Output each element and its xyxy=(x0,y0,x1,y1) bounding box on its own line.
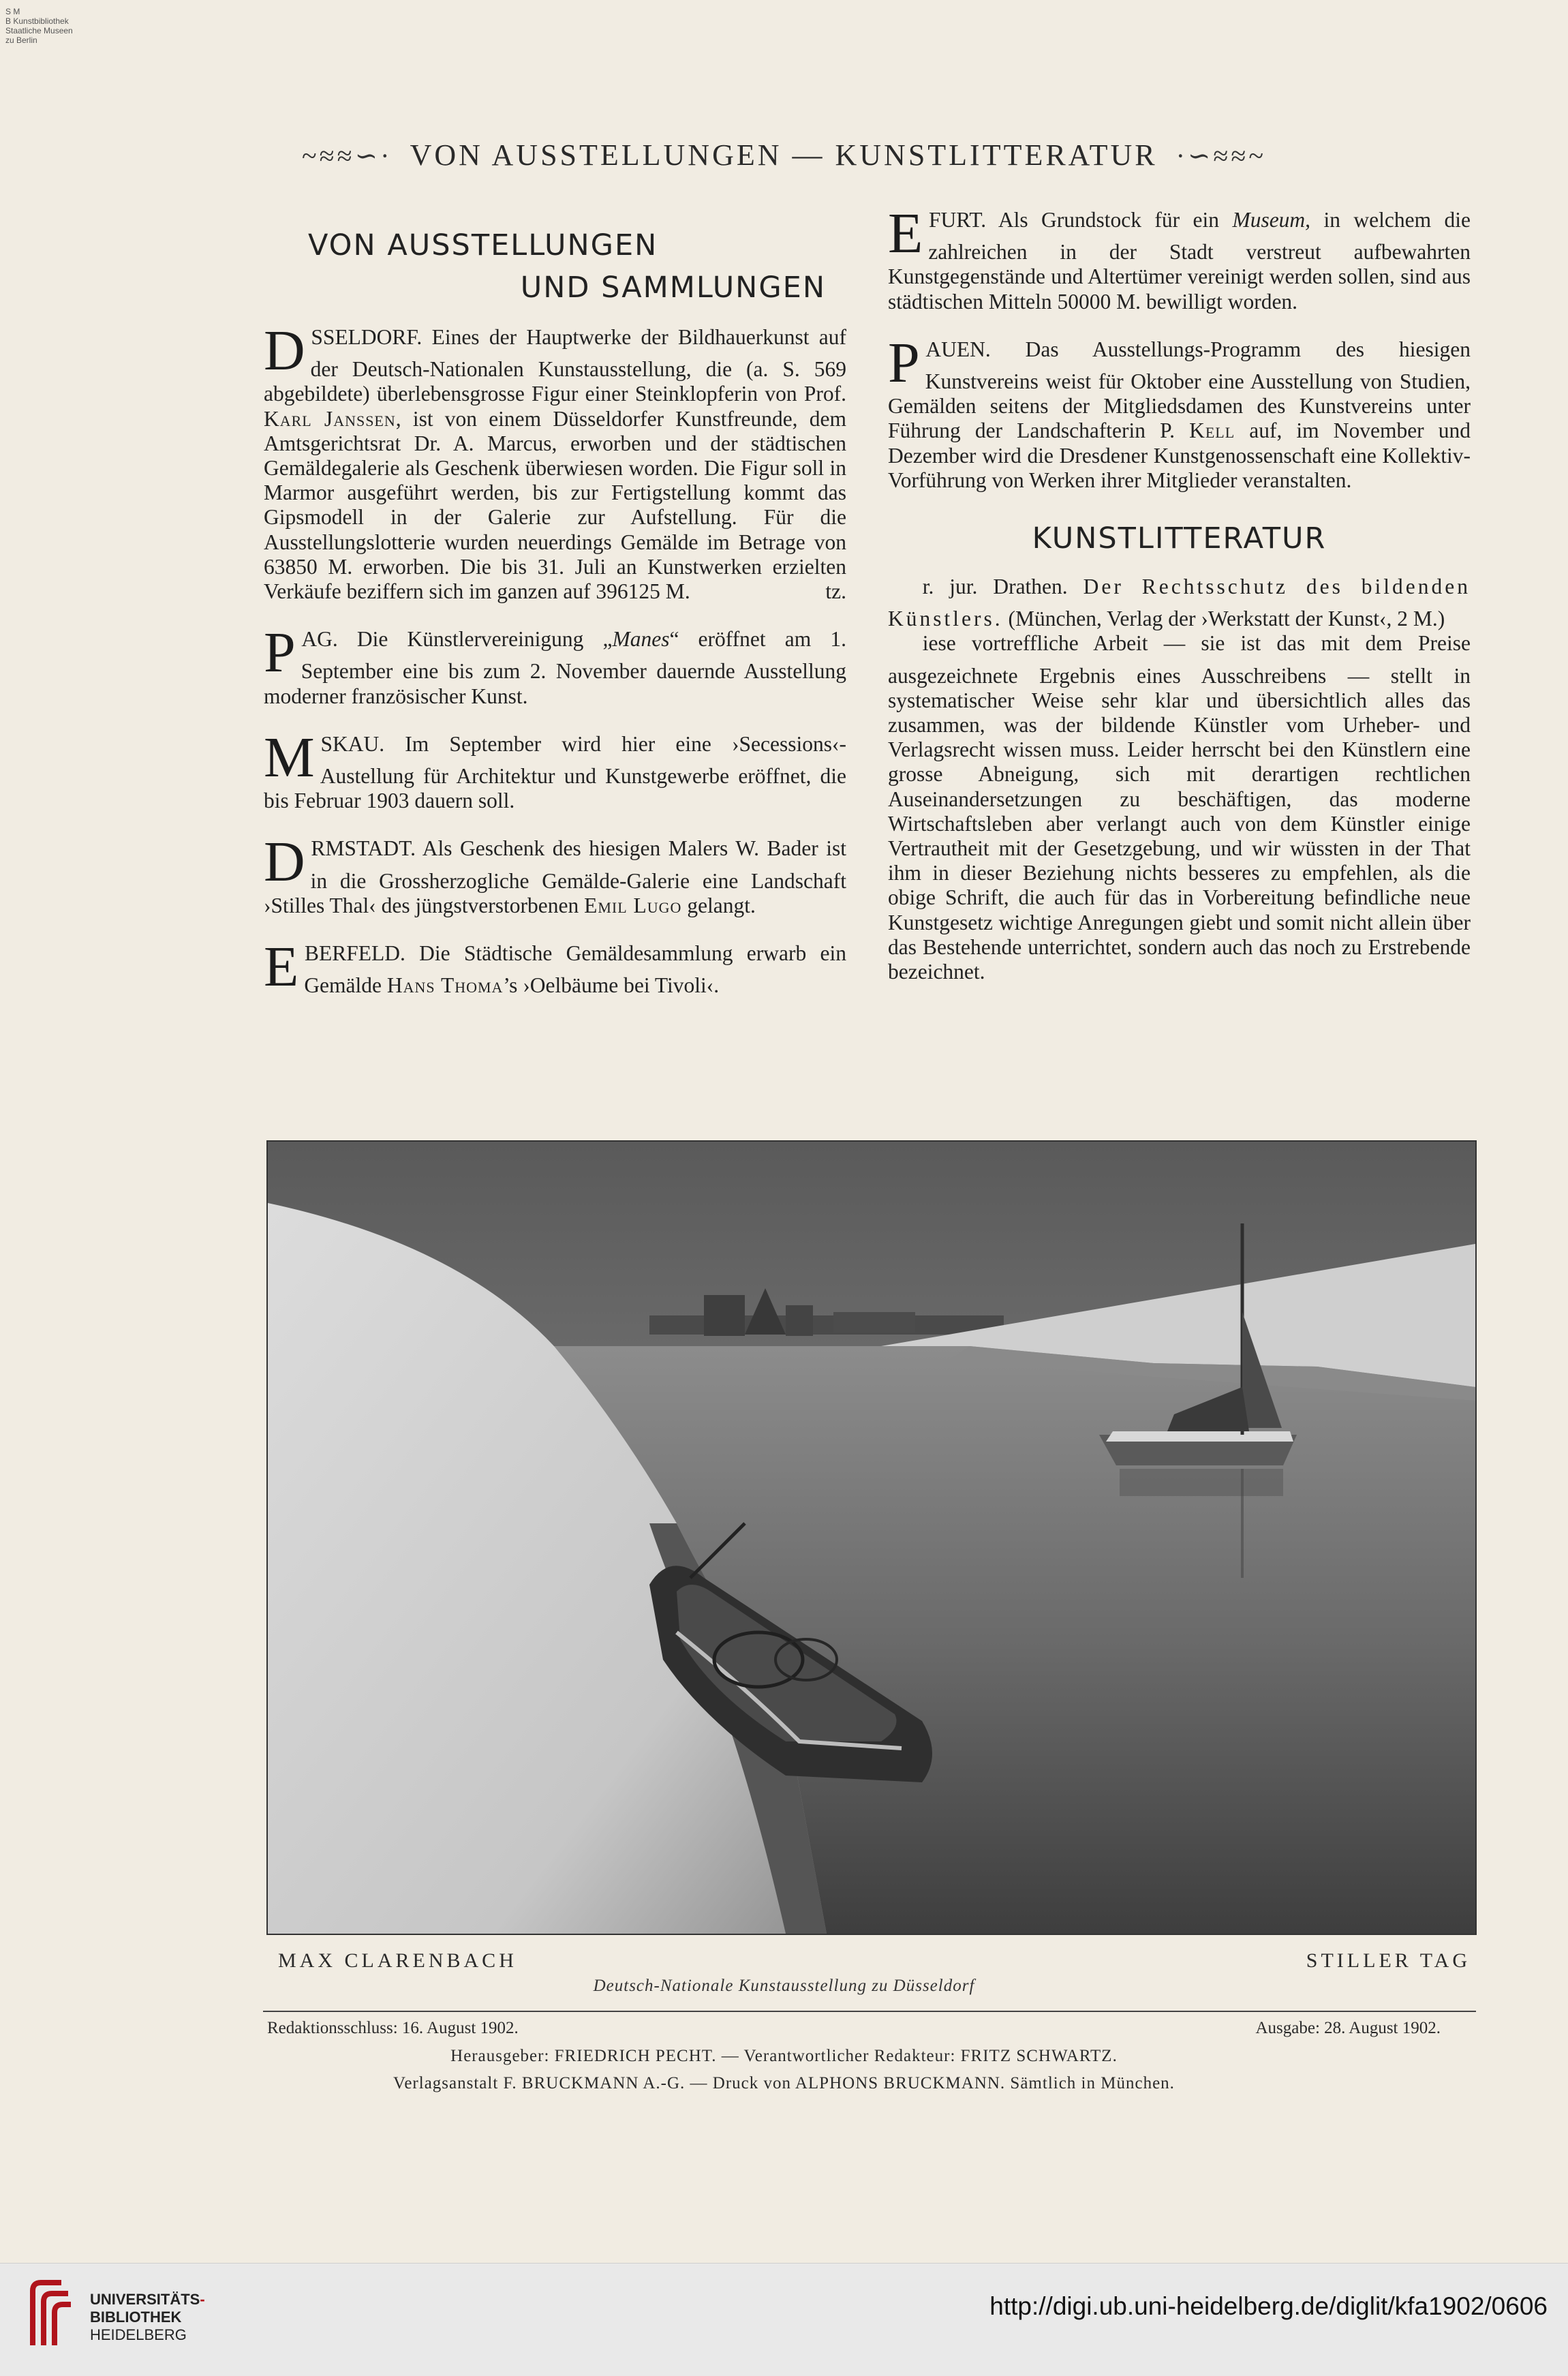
drop-cap: P xyxy=(264,621,296,685)
plate-artist: MAX CLARENBACH xyxy=(278,1949,517,1972)
article-prag xyxy=(264,621,846,709)
heading-line-2: UND SAMMLUNGEN xyxy=(520,271,826,305)
issue-date: Ausgabe: 28. August 1902. xyxy=(1255,2019,1441,2037)
review-author: Dr. jur. Drathen. xyxy=(922,575,1083,599)
article-text: OSKAU. Im September wird hier eine ›Secessions‹-Austellung für Architektur und Kunstgewerbe eröffnet, die bis Februar 1903 dauern soll. xyxy=(264,731,846,813)
stamp-line: zu Berlin xyxy=(5,35,37,45)
logo-line-3: HEIDELBERG xyxy=(90,2326,187,2343)
italic-text: Manes xyxy=(612,627,670,652)
person-name: Emil Lugo xyxy=(584,893,682,917)
article-elberfeld xyxy=(264,935,846,999)
article-text: auf, im November und Dezember wird die Dresdener Kunstgenossenschaft eine Kollektiv-Vorführung von Werken ihrer Mitglieder veranstalten. xyxy=(888,418,1471,492)
review-title: Der Rechtsschutz des bildenden Künstlers. xyxy=(888,575,1471,631)
stamp-line: B Kunstbibliothek xyxy=(5,16,69,26)
editorial-deadline: Redaktionsschluss: 16. August 1902. xyxy=(267,2019,519,2037)
university-library-name: UNIVERSITÄTS- BIBLIOTHEK HEIDELBERG xyxy=(90,2291,205,2343)
right-column xyxy=(888,202,1471,1007)
logo-line-1: UNIVERSITÄTS xyxy=(90,2291,200,2308)
winter-river-landscape-image xyxy=(268,1142,1475,1934)
person-name: Hans Thoma xyxy=(386,973,504,998)
article-text: , ist von einem Düsseldorfer Kunstfreunde, dem Amtsgerichtsrat Dr. A. Marcus, erworben und der städtischen Gemäldegalerie als Geschenk überwiesen worden. Die Figur soll in Marmor ausgeführt werden, bis zur Fertigstellung kommt das Gipsmodell in der Galerie zur Aufstellung. Für die Ausstellungslotterie wurden neuerdings Gemälde im Betrage von 63850 M. erworben. Die bis 31. Juli an Kunstwerken erzielten Verkäufe beziffern sich im ganzen auf 396125 M. xyxy=(264,406,846,604)
article-darmstadt xyxy=(264,830,846,918)
drop-cap: E xyxy=(888,202,923,265)
review-publisher: (München, Verlag der ›Werkstatt der Kunst‹, 2 M.) xyxy=(1002,607,1445,631)
digital-library-footer xyxy=(0,2263,1568,2376)
author-signature: tz. xyxy=(825,579,846,604)
ornament-left-icon: ~≈≈∽· xyxy=(302,140,393,171)
heading-line-1: VON AUSSTELLUNGEN xyxy=(308,228,658,262)
drop-cap: P xyxy=(888,331,920,395)
plate-caption xyxy=(278,1949,1471,1973)
running-head-title: VON AUSSTELLUNGEN — KUNSTLITTERATUR xyxy=(410,138,1158,172)
drop-cap: D xyxy=(264,830,305,894)
article-erfurt xyxy=(888,202,1471,314)
permalink-url[interactable]: http://digi.ub.uni-heidelberg.de/diglit/kfa1902/0606 xyxy=(989,2292,1548,2320)
person-name: Kell xyxy=(1189,418,1235,443)
imprint-editors: Herausgeber: FRIEDRICH PECHT. — Verantwortlicher Redakteur: FRITZ SCHWARTZ. xyxy=(450,2047,1118,2065)
article-moskau xyxy=(264,725,846,814)
imprint-dates xyxy=(267,2019,1441,2038)
drop-cap: E xyxy=(264,935,299,999)
article-duesseldorf xyxy=(264,319,846,604)
article-text: LAUEN. Das Ausstellungs-Programm des hiesigen Kunstvereins weist für Oktober eine Ausstellung von Studien, Gemälden seitens der Mitgliedsdamen des Kunstvereins unter Führung der Landschafterin P. xyxy=(888,337,1471,443)
imprint-publisher: Verlagsanstalt F. BRUCKMANN A.-G. — Druck von ALPHONS BRUCKMANN. Sämtlich in München. xyxy=(393,2074,1175,2092)
article-plauen xyxy=(888,331,1471,493)
review-body: Diese vortreffliche Arbeit — sie ist das mit dem Preise ausgezeichnete Ergebnis eines Ausschreibens — stellt in systematischer Weise sehr klar und übersichtlich alles das zusammen, was der bildende Künstler vom Urheber- und Verlagsrecht wissen muss. Leider herrscht bei den Künstlern eine grosse Abneigung, sich mit derartigen rechtlichen Auseinandersetzungen zu beschäftigen, das moderne Wirtschaftsleben aber verlangt auch von dem Künstler einige Vertrautheit mit der Gesetzgebung, und wir wüssten in der That ihm in dieser Beziehung nichts besseres zu empfehlen, als die obige Schrift, die auch für das in Vorbereitung befindliche neue Kunstgesetz wichtige Anregungen giebt und somit nicht allein über das Bestehende unterrichtet, sondern auch das noch zu Erstrebende bezeichnet. xyxy=(888,631,1471,984)
person-name: Karl Janssen xyxy=(264,406,396,431)
section-heading-ausstellungen xyxy=(264,224,846,309)
plate-title: STILLER TAG xyxy=(1306,1949,1471,1972)
ornament-right-icon: ·∽≈≈~ xyxy=(1175,140,1266,171)
article-text: ’s ›Oelbäume bei Tivoli‹. xyxy=(503,973,720,998)
article-text: ARMSTADT. Als Geschenk des hiesigen Malers W. Bader ist in die Grossherzogliche Gemälde-Galerie eine Landschaft ›Stilles Thal‹ des jüngstverstorbenen xyxy=(264,836,846,917)
article-text: RFURT. Als Grundstock für ein xyxy=(928,208,1233,232)
photo-plate xyxy=(266,1140,1477,1935)
article-text: ÜSSELDORF. Eines der Hauptwerke der Bildhauerkunst auf der Deutsch-Nationalen Kunstausstellung, die (a. S. 569 abgebildete) überlebensgrosse Figur einer Steinklopferin von Prof. xyxy=(264,325,846,406)
drop-cap: D xyxy=(264,319,305,382)
drop-cap: M xyxy=(264,725,315,789)
review-citation xyxy=(888,575,1471,631)
article-text: LBERFELD. Die Städtische Gemäldesammlung erwarb ein Gemälde xyxy=(304,941,846,998)
logo-line-2: BIBLIOTHEK xyxy=(90,2309,182,2326)
library-stamp xyxy=(5,7,73,45)
stamp-line: S M xyxy=(5,7,20,16)
article-text: gelangt. xyxy=(681,893,756,917)
section-heading-kunstlitteratur: KUNSTLITTERATUR xyxy=(1032,521,1327,556)
article-text: RAG. Die Künstlervereinigung „ xyxy=(301,627,613,652)
university-library-logo-icon xyxy=(26,2277,74,2352)
stamp-line: Staatliche Museen xyxy=(5,26,73,35)
running-head xyxy=(0,138,1568,172)
left-column xyxy=(264,208,846,1021)
italic-text: Museum, xyxy=(1232,208,1311,232)
article-text: “ eröffnet am 1. September eine bis zum 2. November dauernde Ausstellung moderner französischer Kunst. xyxy=(264,627,846,708)
plate-subcaption: Deutsch-Nationale Kunstausstellung zu Düsseldorf xyxy=(593,1977,975,1995)
article-text: in welchem die zahlreichen in der Stadt verstreut aufbewahrten Kunstgegenstände und Altertümer vereinigt werden sollen, sind aus städtischen Mitteln 50000 M. bewilligt worden. xyxy=(888,208,1471,314)
footer-rule xyxy=(263,2011,1476,2012)
